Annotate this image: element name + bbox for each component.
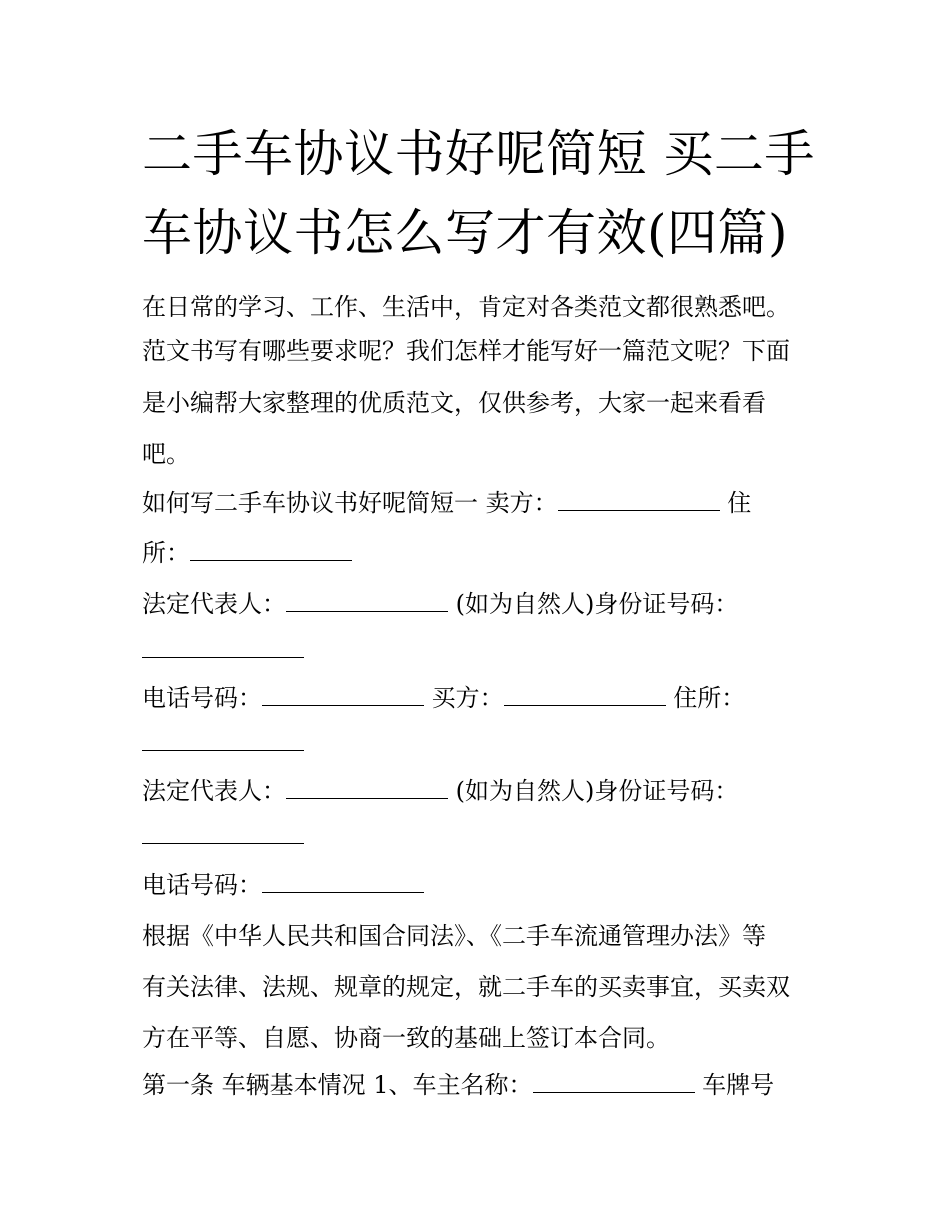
seller-phone-blank (262, 704, 424, 706)
intro-line-3: 是小编帮大家整理的优质范文，仅供参考，大家一起来看看 (142, 389, 766, 417)
buyer-legal-rep-blank (286, 797, 448, 799)
buyer-phone-line (142, 861, 822, 909)
seller-line (142, 479, 822, 527)
buyer-name-blank (504, 704, 666, 706)
seller-legal-rep-blank (286, 610, 448, 612)
buyer-address-label: 住所： (673, 684, 746, 712)
owner-name-blank (533, 1091, 695, 1093)
plate-number-label: 车牌号 (702, 1071, 775, 1099)
buyer-address-blank (142, 749, 304, 751)
phone-label: 电话号码： (142, 871, 262, 899)
seller-name-blank (558, 509, 720, 511)
id-number-label: (如为自然人)身份证号码： (455, 590, 739, 618)
address-label-start: 住 (727, 489, 752, 517)
article-1-owner-label: 第一条 车辆基本情况 1、车主名称： (142, 1071, 533, 1099)
seller-legal-rep-line (142, 580, 822, 628)
intro-line-2: 范文书写有哪些要求呢？我们怎样才能写好一篇范文呢？下面 (142, 337, 790, 365)
document-title (142, 115, 842, 273)
buyer-address-line (142, 719, 822, 767)
buyer-legal-rep-line (142, 767, 822, 815)
seller-address-blank (190, 559, 352, 561)
article-1-line (142, 1061, 822, 1109)
buyer-label: 买方： (431, 684, 504, 712)
seller-phone-buyer-line (142, 674, 822, 722)
intro-line-4: 吧。 (142, 440, 190, 468)
buyer-id-blank (142, 842, 304, 844)
legal-rep-label: 法定代表人： (142, 590, 286, 618)
seller-id-line (142, 626, 822, 674)
legal-basis-line-2: 有关法律、法规、规章的规定，就二手车的买卖事宜，买卖双 (142, 973, 790, 1001)
legal-rep-label: 法定代表人： (142, 777, 286, 805)
buyer-phone-blank (262, 891, 424, 893)
seller-label: 如何写二手车协议书好呢简短一 卖方： (142, 489, 558, 517)
phone-label: 电话号码： (142, 684, 262, 712)
seller-id-blank (142, 656, 304, 658)
legal-basis-line-1: 根据《中华人民共和国合同法》、《二手车流通管理办法》等 (142, 922, 766, 950)
intro-line-1: 在日常的学习、工作、生活中，肯定对各类范文都很熟悉吧。 (142, 293, 790, 321)
address-label-end: 所： (142, 539, 190, 567)
legal-basis-line-3: 方在平等、自愿、协商一致的基础上签订本合同。 (142, 1024, 670, 1052)
title-line-2: 车协议书怎么写才有效(四篇) (142, 204, 789, 262)
id-number-label: (如为自然人)身份证号码： (455, 777, 739, 805)
seller-address-line (142, 529, 822, 577)
title-line-1: 二手车协议书好呢简短 买二手 (142, 125, 815, 183)
buyer-id-line (142, 812, 822, 860)
